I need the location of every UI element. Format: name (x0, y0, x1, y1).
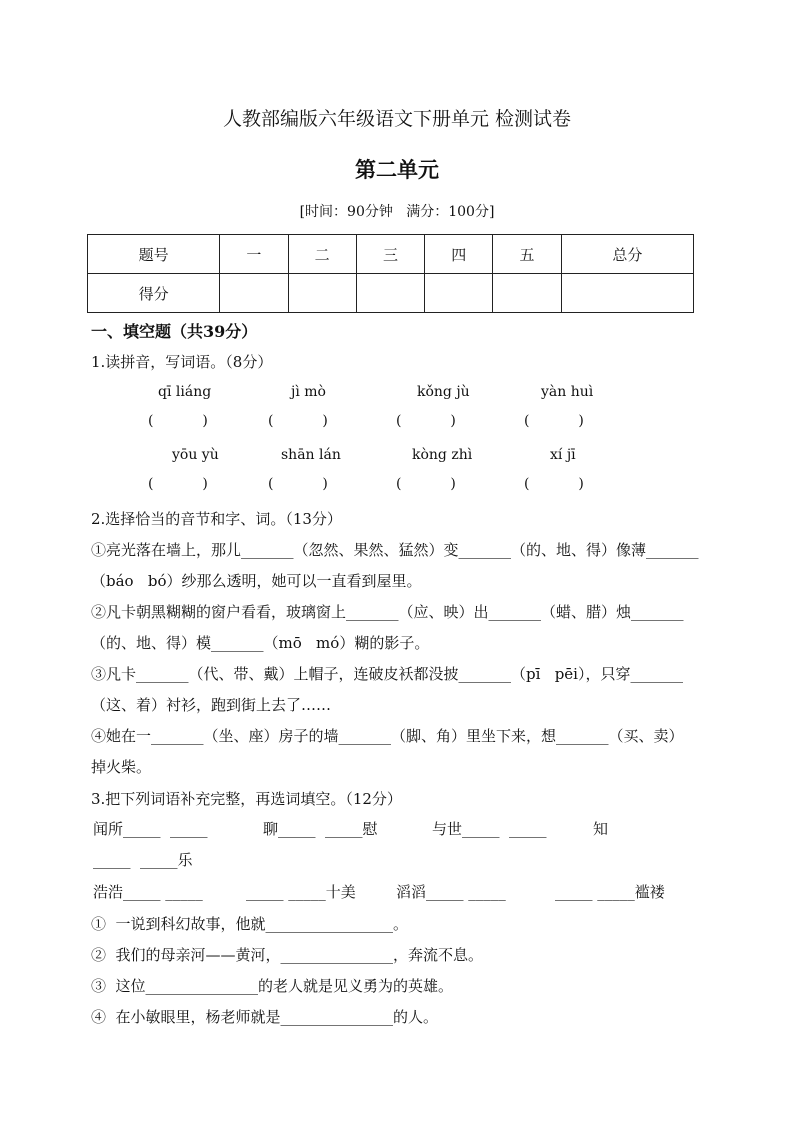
score-entry-cell[interactable] (425, 274, 493, 313)
pinyin-item: yōu yù (172, 447, 219, 463)
idiom-blank[interactable]: _____ _____十美 (246, 883, 356, 901)
question-2-line: （这、着）衬衫，跑到街上去了…… (91, 696, 332, 714)
idiom-blank[interactable]: 浩浩_____ _____ (93, 883, 203, 901)
idiom-blank[interactable]: 聊_____ _____慰 (263, 820, 378, 838)
score-header-cell: 题号 (88, 235, 220, 274)
score-header-cell: 一 (220, 235, 288, 274)
question-2-line: （báo bó）纱那么透明，她可以一直看到屋里。 (91, 572, 422, 590)
answer-bracket[interactable]: ( ) (396, 413, 456, 429)
time-info: [时间：90分钟 满分：100分] (299, 204, 495, 220)
idiom-blank[interactable]: 与世_____ _____ (432, 820, 547, 838)
answer-bracket[interactable]: ( ) (524, 476, 584, 492)
answer-bracket[interactable]: ( ) (148, 476, 208, 492)
score-entry-cell[interactable] (288, 274, 356, 313)
page-title: 人教部编版六年级语文下册单元 检测试卷 (222, 108, 572, 130)
answer-bracket[interactable]: ( ) (148, 413, 208, 429)
answer-bracket[interactable]: ( ) (396, 476, 456, 492)
question-2-line: 掉火柴。 (91, 758, 152, 776)
question-2-line: ②凡卡朝黑糊糊的窗户看看，玻璃窗上_______（应、映）出_______（蜡、腊）烛_______ (91, 603, 684, 621)
question-2-title: 2.选择恰当的音节和字、词。（13分） (91, 510, 342, 528)
unit-subtitle: 第二单元 (355, 157, 439, 182)
fill-sentence: ② 我们的母亲河——黄河，_______________，奔流不息。 (91, 946, 484, 964)
score-table-score-row (88, 274, 694, 313)
pinyin-item: kǒng jù (417, 384, 470, 400)
idiom-blank[interactable]: 滔滔_____ _____ (396, 883, 506, 901)
score-table (87, 234, 694, 313)
pinyin-item: qī liáng (158, 384, 212, 400)
question-2-line: ③凡卡_______（代、带、戴）上帽子，连破皮袄都没披_______（pī pēi），只穿_______ (91, 665, 683, 683)
section-title: 一、填空题（共39分） (91, 322, 258, 341)
pinyin-item: yàn huì (541, 384, 594, 400)
question-1-title: 1.读拼音，写词语。（8分） (91, 353, 273, 371)
idiom-blank[interactable]: 知 (593, 820, 609, 838)
fill-sentence: ④ 在小敏眼里，杨老师就是_______________的人。 (91, 1008, 439, 1026)
idiom-blank[interactable]: 闻所_____ _____ (93, 820, 208, 838)
pinyin-item: xí jī (550, 447, 576, 463)
question-2-line: （的、地、得）模_______（mō mó）糊的影子。 (91, 634, 430, 652)
answer-bracket[interactable]: ( ) (268, 476, 328, 492)
score-header-cell: 四 (425, 235, 493, 274)
question-2-line: ④她在一_______（坐、座）房子的墙_______（脚、角）里坐下来，想_______（买、卖） (91, 727, 684, 745)
question-3-title: 3.把下列词语补充完整，再选词填空。（12分） (91, 790, 402, 808)
answer-bracket[interactable]: ( ) (268, 413, 328, 429)
score-header-cell: 总分 (561, 235, 693, 274)
score-entry-cell[interactable] (356, 274, 424, 313)
pinyin-item: jì mò (291, 384, 326, 400)
fill-sentence: ③ 这位_______________的老人就是见义勇为的英雄。 (91, 977, 454, 995)
score-entry-cell[interactable] (220, 274, 288, 313)
pinyin-item: kòng zhì (412, 447, 473, 463)
idiom-blank[interactable]: _____ _____褴褛 (555, 883, 665, 901)
question-2-line: ①亮光落在墙上，那儿_______（忽然、果然、猛然）变_______（的、地、得）像薄_______ (91, 541, 699, 559)
score-entry-cell[interactable] (493, 274, 561, 313)
score-table-header-row (88, 235, 694, 274)
fill-sentence: ① 一说到科幻故事，他就_________________。 (91, 915, 409, 933)
pinyin-item: shān lán (281, 447, 341, 463)
score-header-cell: 三 (356, 235, 424, 274)
score-entry-cell[interactable] (561, 274, 693, 313)
score-header-cell: 二 (288, 235, 356, 274)
score-header-cell: 五 (493, 235, 561, 274)
answer-bracket[interactable]: ( ) (524, 413, 584, 429)
idiom-blank[interactable]: _____ _____乐 (93, 851, 193, 869)
score-row-label: 得分 (88, 274, 220, 313)
